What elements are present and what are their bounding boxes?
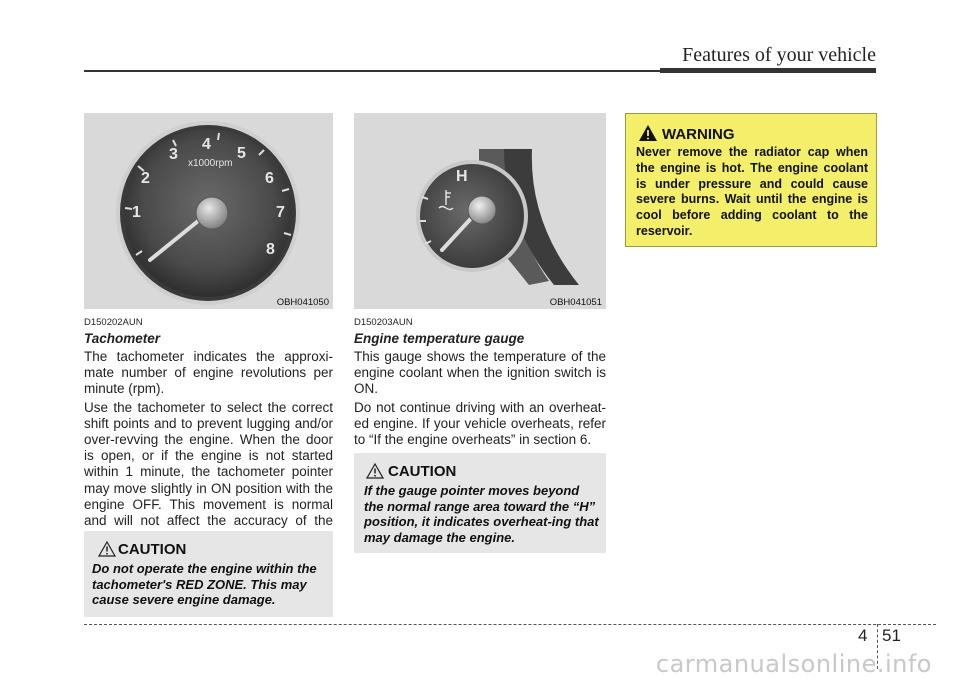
temperature-section-code: D150203AUN <box>354 317 413 328</box>
temperature-gauge-image <box>354 113 606 309</box>
temperature-paragraph: This gauge shows the temperature of the engine coolant when the ignition switch is ON. <box>354 349 606 397</box>
warning-triangle-icon <box>638 124 658 142</box>
page-number: 51 <box>882 626 901 645</box>
tachometer-paragraph: The tachometer indicates the approxi-mate number of engine revolutions per minute (rpm). <box>84 349 333 397</box>
tachometer-tick-label: 7 <box>276 204 285 221</box>
chapter-number: 4 <box>858 626 868 645</box>
tachometer-tick-label: 8 <box>266 241 275 258</box>
header-title: Features of your vehicle <box>682 44 876 66</box>
temperature-gauge-graphic <box>354 113 606 309</box>
temperature-gauge-h-label: H <box>456 168 468 185</box>
tachometer-tick-label: 2 <box>141 170 150 187</box>
footer-rule <box>84 624 936 625</box>
temperature-body <box>354 349 606 450</box>
tachometer-image <box>84 113 333 309</box>
tachometer-caution-title: CAUTION <box>118 541 187 558</box>
temperature-caution-box <box>354 453 606 553</box>
tachometer-tick-label: 6 <box>265 170 274 187</box>
warning-triangle-icon <box>366 463 384 479</box>
temperature-paragraph: Do not continue driving with an overheat-ed engine. If your vehicle overheats, refer to “If the engine overheats” in section 6. <box>354 399 606 448</box>
tachometer-body <box>84 349 333 547</box>
tachometer-heading: Tachometer <box>84 331 161 346</box>
tachometer-unit-label: x1000rpm <box>188 158 233 169</box>
tachometer-caution-box <box>84 531 333 617</box>
tachometer-tick-label: 3 <box>169 146 178 163</box>
tachometer-paragraph: Use the tachometer to select the correct shift points and to prevent lugging and/or over-revving the engine. When the door is open, or if the engine is not started within 1 minute, the tachometer pointer may move slightly in ON position with the engine OFF. This movement is normal and will not affect the accuracy of the <box>84 399 333 529</box>
temperature-caution-text: If the gauge pointer moves beyond the normal range area toward the “H” position, it indicates overheat-ing that may damage the engine. <box>364 483 599 545</box>
temperature-caution-title: CAUTION <box>388 463 457 480</box>
watermark: carmanualsonline.info <box>655 650 932 678</box>
header-rule-accent <box>660 68 876 73</box>
tachometer-gauge-graphic <box>84 113 333 309</box>
tachometer-image-code: OBH041050 <box>276 297 329 308</box>
warning-box <box>625 113 877 247</box>
tachometer-tick-label: 4 <box>202 136 211 153</box>
tachometer-caution-text: Do not operate the engine within the tachometer's RED ZONE. This may cause severe engine damage. <box>92 561 317 607</box>
temperature-heading: Engine temperature gauge <box>354 331 525 346</box>
tachometer-tick-label: 5 <box>237 145 246 162</box>
warning-triangle-icon <box>98 541 116 557</box>
tachometer-section-code: D150202AUN <box>84 317 143 328</box>
temperature-image-code: OBH041051 <box>549 297 602 308</box>
warning-text: Never remove the radiator cap when the engine is hot. The engine coolant is under pressure and could cause severe burns. Wait until the engine is cool before adding coolant to the reservoir. <box>636 145 868 238</box>
tachometer-tick-label: 1 <box>132 204 141 221</box>
warning-title: WARNING <box>662 126 735 143</box>
